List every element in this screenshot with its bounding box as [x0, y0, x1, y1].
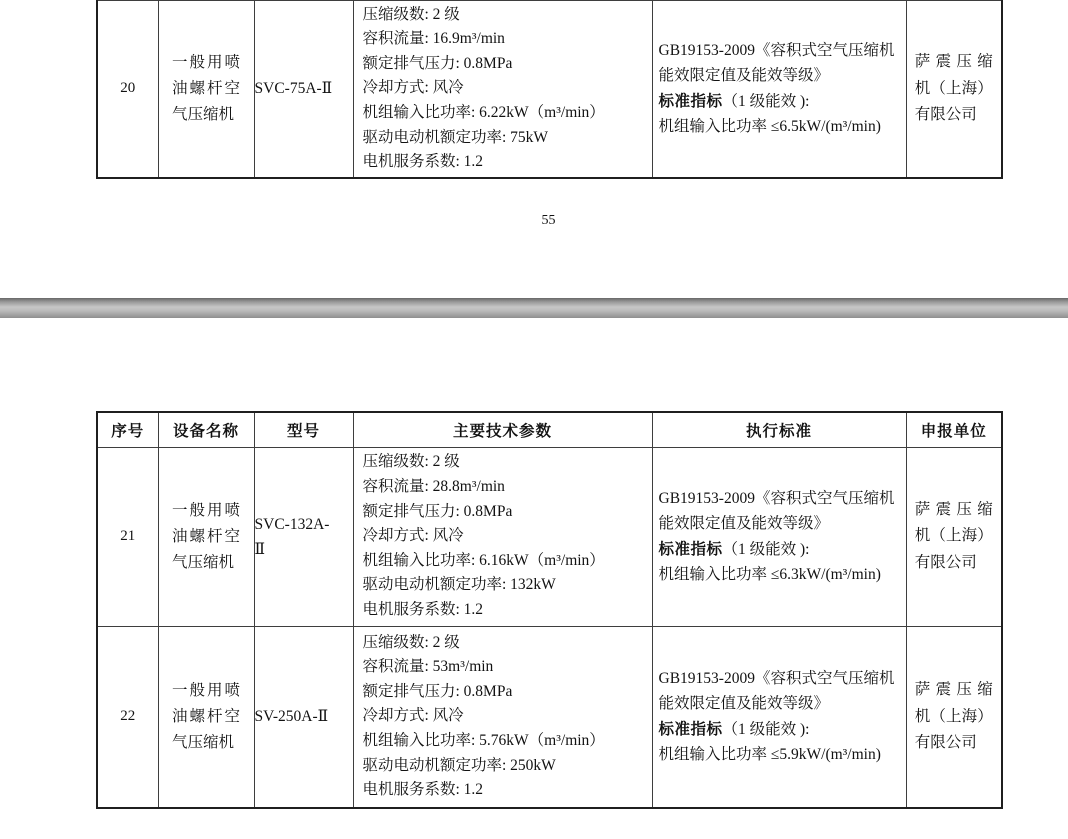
model-number [255, 704, 353, 729]
text-line: Ⅱ [254, 540, 266, 558]
page-separator-bar [0, 298, 1068, 318]
cell-serial-number [97, 626, 158, 808]
text-line: 一般用喷 [172, 501, 240, 519]
cell-model [254, 1, 353, 178]
device-name [172, 498, 240, 576]
cell-standard [652, 626, 906, 808]
standard-indicator-line [659, 717, 904, 743]
standard-title-line: 能效限定值及能效等级》 [658, 515, 830, 532]
standard-limit-line: 机组输入比功率 ≤5.9kW/(m³/min) [658, 746, 881, 764]
text-line: 有限公司 [914, 106, 977, 123]
spec-table-prev-page [96, 0, 1003, 179]
cell-main-parameters [353, 1, 652, 178]
cell-applicant [906, 447, 1002, 626]
text-line: SVC-132A- [254, 515, 330, 533]
standard-indicator-label: 标准指标 [658, 92, 723, 110]
text-line: 电机服务系数: 1.2 [362, 153, 484, 171]
prev-page-table-fragment [96, 0, 1001, 179]
technical-parameters [354, 631, 652, 803]
text-line: 冷却方式: 风冷 [362, 707, 464, 725]
text-line: 容积流量: 53m³/min [362, 658, 494, 676]
curr-page-table [96, 411, 1001, 809]
standard-indicator-line [659, 89, 904, 115]
text-line: 压缩级数: 2 级 [362, 5, 460, 23]
text-line: 驱动电动机额定功率: 75kW [362, 128, 549, 146]
spec-table-curr-page [96, 411, 1003, 809]
col-header-serial: 序号 [97, 412, 158, 447]
text-line: 冷却方式: 风冷 [362, 527, 464, 545]
technical-parameters [354, 450, 652, 622]
col-header-device-name: 设备名称 [158, 412, 254, 447]
serial-number: 20 [120, 80, 136, 97]
standard-title-line: GB19153-2009《容积式空气压缩机 [658, 41, 895, 59]
applicant-company [915, 677, 993, 757]
text-line: 容积流量: 28.8m³/min [362, 478, 505, 496]
standard-indicator-label: 标准指标 [658, 540, 723, 558]
standard-title-line: 能效限定值及能效等级》 [658, 695, 830, 713]
cell-device-name [158, 447, 254, 626]
table-header-row [97, 412, 1002, 447]
applicant-company [915, 497, 993, 577]
text-line: 机（上海） [914, 527, 993, 545]
text-line: 压缩级数: 2 级 [362, 633, 460, 651]
cell-main-parameters [353, 447, 652, 626]
text-line: 额定排气压力: 0.8MPa [362, 54, 513, 72]
text-line: 电机服务系数: 1.2 [362, 600, 484, 618]
standard-title-line: GB19153-2009《容积式空气压缩机 [658, 669, 895, 687]
cell-standard [652, 1, 906, 178]
standard-limit-line: 机组输入比功率 ≤6.5kW/(m³/min) [658, 118, 881, 136]
standard-indicator-label: 标准指标 [658, 720, 723, 738]
standard-indicator-grade: （1 级能效 ): [722, 92, 810, 110]
text-line: 机组输入比功率: 5.76kW（m³/min） [362, 732, 605, 750]
text-line: 萨震压缩 [914, 53, 993, 70]
device-name [172, 50, 240, 128]
model-number [255, 512, 353, 562]
table-row [97, 447, 1002, 626]
technical-parameters [354, 3, 652, 175]
text-line: 萨震压缩 [914, 500, 993, 518]
col-header-model: 型号 [254, 412, 353, 447]
serial-number: 22 [120, 708, 136, 725]
applicant-company [915, 49, 993, 129]
cell-model [254, 447, 353, 626]
text-line: 一般用喷 [172, 53, 240, 71]
serial-number: 21 [120, 528, 136, 544]
col-header-standard: 执行标准 [652, 412, 906, 447]
text-line: 气压缩机 [172, 105, 235, 123]
cell-model [254, 626, 353, 808]
cell-device-name [158, 1, 254, 178]
standard-indicator-grade: （1 级能效 ): [722, 540, 810, 558]
text-line: 机（上海） [914, 79, 993, 97]
text-line: 驱动电动机额定功率: 250kW [362, 756, 556, 774]
cell-serial-number [97, 447, 158, 626]
cell-applicant [906, 1, 1002, 178]
text-line: SV-250A-Ⅱ [254, 708, 329, 726]
text-line: 萨震压缩 [914, 681, 993, 698]
text-line: 容积流量: 16.9m³/min [362, 30, 505, 48]
text-line: 气压缩机 [172, 733, 235, 751]
page-number: 55 [541, 213, 556, 228]
text-line: 有限公司 [914, 553, 977, 571]
standard-title-line: 能效限定值及能效等级》 [658, 67, 830, 85]
text-line: 额定排气压力: 0.8MPa [362, 682, 513, 700]
col-header-applicant: 申报单位 [906, 412, 1002, 447]
cell-serial-number [97, 1, 158, 178]
text-line: 机组输入比功率: 6.16kW（m³/min） [362, 551, 605, 569]
text-line: 电机服务系数: 1.2 [362, 781, 484, 799]
text-line: SVC-75A-Ⅱ [254, 80, 333, 98]
text-line: 油螺杆空 [172, 79, 240, 97]
text-line: 驱动电动机额定功率: 132kW [362, 576, 556, 594]
cell-device-name [158, 626, 254, 808]
cell-applicant [906, 626, 1002, 808]
text-line: 冷却方式: 风冷 [362, 79, 464, 97]
text-line: 机组输入比功率: 6.22kW（m³/min） [362, 104, 605, 122]
cell-main-parameters [353, 626, 652, 808]
standard-indicator-grade: （1 级能效 ): [722, 720, 810, 738]
standard-indicator-line [659, 537, 904, 563]
text-line: 有限公司 [914, 734, 977, 751]
text-line: 气压缩机 [172, 553, 235, 571]
table-row [97, 1, 1002, 178]
cell-standard [652, 447, 906, 626]
table-row [97, 626, 1002, 808]
text-line: 机（上海） [914, 707, 993, 725]
text-line: 压缩级数: 2 级 [362, 453, 460, 471]
text-line: 油螺杆空 [172, 527, 240, 545]
device-name [172, 678, 240, 756]
text-line: 油螺杆空 [172, 707, 240, 725]
standard-title-line: GB19153-2009《容积式空气压缩机 [658, 489, 895, 507]
executive-standard [653, 38, 906, 140]
col-header-parameters: 主要技术参数 [353, 412, 652, 447]
model-number [255, 76, 353, 101]
standard-limit-line: 机组输入比功率 ≤6.3kW/(m³/min) [658, 566, 881, 583]
executive-standard [653, 666, 906, 768]
executive-standard [653, 486, 906, 588]
text-line: 额定排气压力: 0.8MPa [362, 502, 513, 520]
text-line: 一般用喷 [172, 681, 240, 699]
